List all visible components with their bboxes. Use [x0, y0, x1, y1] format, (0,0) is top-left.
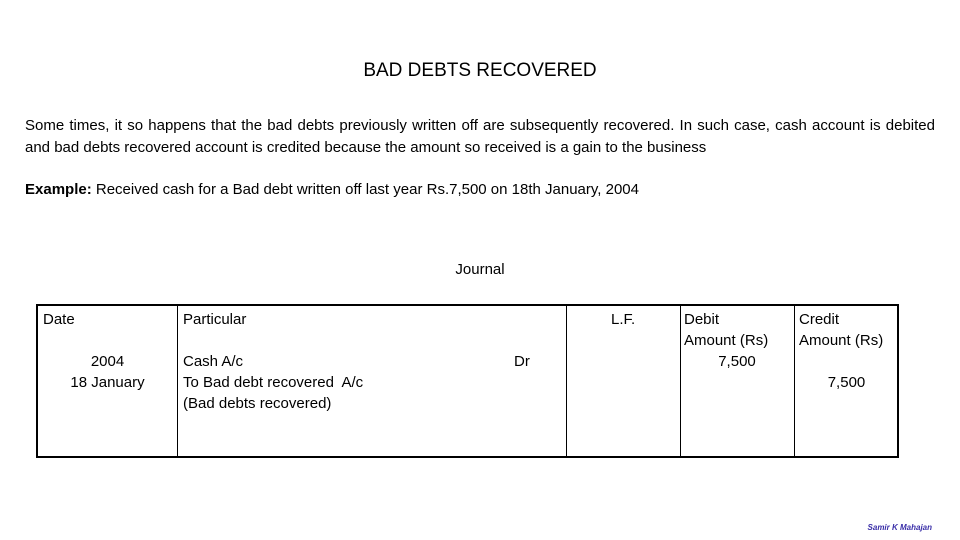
entry-dr-marker: Dr	[514, 353, 530, 370]
column-divider	[177, 306, 178, 456]
header-credit-line2: Amount (Rs)	[799, 332, 884, 349]
author-signature: Samir K Mahajan	[867, 523, 932, 532]
example-line	[25, 180, 639, 200]
entry-day: 18 January	[70, 374, 145, 391]
journal-title: Journal	[455, 261, 505, 278]
entry-year: 2004	[90, 353, 125, 370]
entry-debit-account: Cash A/c	[183, 353, 244, 370]
header-credit	[799, 309, 883, 351]
entry-debit-amount: 7,500	[718, 353, 756, 370]
header-debit	[684, 309, 768, 351]
header-date: Date	[43, 311, 75, 328]
page-title: BAD DEBTS RECOVERED	[363, 60, 597, 81]
entry-credit-amount: 7,500	[827, 374, 866, 391]
example-text: Received cash for a Bad debt written off last year Rs.7,500 on 18th January, 2004	[95, 181, 639, 198]
column-divider	[680, 306, 681, 456]
column-divider	[566, 306, 567, 456]
header-particular: Particular	[183, 311, 247, 328]
entry-narration: (Bad debts recovered)	[183, 395, 332, 412]
entry-date	[38, 351, 177, 393]
header-debit-line2: Amount (Rs)	[684, 332, 769, 349]
description-paragraph: Some times, it so happens that the bad debts previously written off are subsequently recovered. In such case, cash account is debited and bad debts recovered account is credited because the amount so received is a gain to the business	[25, 117, 935, 156]
entry-credit-account: To Bad debt recovered A/c	[183, 374, 364, 391]
header-lf: L.F.	[611, 311, 636, 328]
journal-table	[36, 304, 899, 458]
example-label: Example:	[25, 181, 92, 198]
header-debit-line1: Debit	[684, 311, 720, 328]
entry-particulars	[183, 351, 363, 414]
header-credit-line1: Credit	[799, 311, 840, 328]
